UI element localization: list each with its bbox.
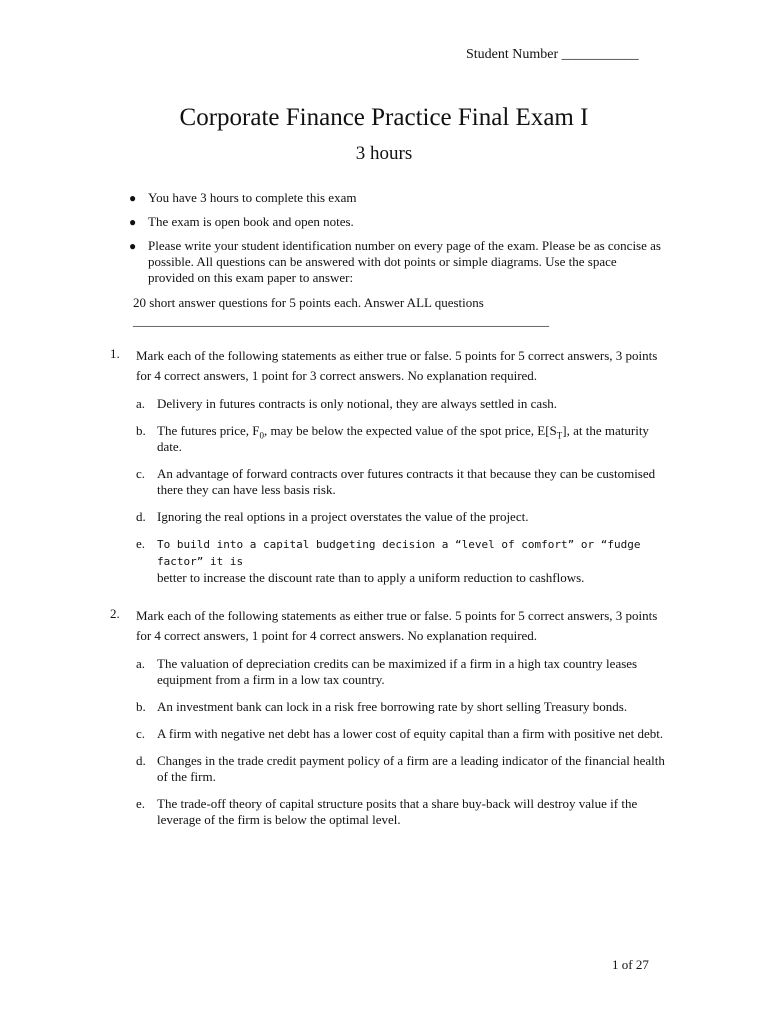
statement-letter: b. bbox=[136, 699, 146, 714]
statement-letter: e. bbox=[136, 536, 146, 551]
question-2 bbox=[110, 606, 670, 839]
statement-item bbox=[136, 753, 670, 785]
instruction-item: ● Please write your student identification number on every page of the exam. Please be as concise as possible. All questions can be answered with dot points or simple diagrams. Use the space provided on this exam paper to answer: bbox=[129, 238, 661, 285]
statement-text: The futures price, $F_0$, may be below the expected value of the spot price, $E[S_T]$, at the maturity date. bbox=[157, 423, 649, 454]
question-text: Mark each of the following statements as either true or false. 5 points for 5 correct answers, 3 points for 4 correct answers, 1 point for 3 correct answers. No explanation required. bbox=[136, 348, 658, 383]
statement-item bbox=[136, 796, 670, 828]
statement-text: Delivery in futures contracts is only notional, they are always settled in cash. bbox=[157, 396, 557, 411]
statement-letter: c. bbox=[136, 726, 146, 741]
statement-text: An investment bank can lock in a risk free borrowing rate by short selling Treasury bonds. bbox=[157, 699, 628, 714]
statement-item bbox=[136, 423, 670, 455]
statement-text: The trade-off theory of capital structure posits that a share buy-back will destroy value if the leverage of the firm is below the optimal level. bbox=[157, 796, 638, 827]
exam-duration: 3 hours bbox=[355, 143, 413, 164]
bullet-icon: ● bbox=[129, 215, 137, 229]
instruction-item: ● You have 3 hours to complete this exam bbox=[129, 190, 357, 205]
statement-item bbox=[136, 466, 670, 498]
statement-letter: c. bbox=[136, 466, 146, 481]
section-instructions: 20 short answer questions for 5 points each. Answer ALL questions bbox=[133, 295, 484, 310]
bullet-icon: ● bbox=[129, 239, 137, 253]
question-number: 2. bbox=[110, 606, 120, 621]
divider-line: ________________________________________________________________ bbox=[133, 313, 549, 328]
question-number: 1. bbox=[110, 346, 120, 361]
statement-text: To build into a capital budgeting decision a “level of comfort” or “fudge factor” it is better to increase the discount rate than to apply a uniform reduction to cashflows. bbox=[157, 538, 641, 585]
statement-list bbox=[136, 656, 670, 828]
statement-letter: a. bbox=[136, 396, 146, 411]
student-number-field: Student Number ___________ bbox=[466, 47, 639, 62]
statement-item bbox=[136, 509, 670, 525]
statement-letter: e. bbox=[136, 796, 146, 811]
exam-title: Corporate Finance Practice Final Exam I bbox=[179, 104, 589, 131]
statement-letter: b. bbox=[136, 423, 146, 438]
statement-text: An advantage of forward contracts over futures contracts it that because they can be customised there they can have less basis risk. bbox=[157, 466, 656, 497]
statement-text: The valuation of depreciation credits can be maximized if a firm in a high tax country leases equipment from a firm in a low tax country. bbox=[157, 656, 638, 687]
statement-list bbox=[136, 396, 670, 586]
statement-item bbox=[136, 726, 670, 742]
statement-item bbox=[136, 536, 670, 586]
statement-item bbox=[136, 699, 670, 715]
bullet-icon: ● bbox=[129, 191, 137, 205]
statement-item bbox=[136, 396, 670, 412]
instructions-list bbox=[126, 190, 666, 292]
statement-text: Changes in the trade credit payment policy of a firm are a leading indicator of the financial health of the firm. bbox=[157, 753, 665, 784]
statement-letter: d. bbox=[136, 509, 146, 524]
statement-letter: a. bbox=[136, 656, 146, 671]
statement-item bbox=[136, 656, 670, 688]
statement-text: A firm with negative net debt has a lower cost of equity capital than a firm with positive net debt. bbox=[157, 726, 664, 741]
statement-text: Ignoring the real options in a project overstates the value of the project. bbox=[157, 509, 529, 524]
instruction-item: ● The exam is open book and open notes. bbox=[129, 214, 354, 229]
page-number: 1 of 27 bbox=[612, 957, 649, 972]
question-text: Mark each of the following statements as either true or false. 5 points for 5 correct answers, 3 points for 4 correct answers, 1 point for 4 correct answers. No explanation required. bbox=[136, 608, 658, 643]
statement-letter: d. bbox=[136, 753, 146, 768]
question-1 bbox=[110, 346, 670, 597]
